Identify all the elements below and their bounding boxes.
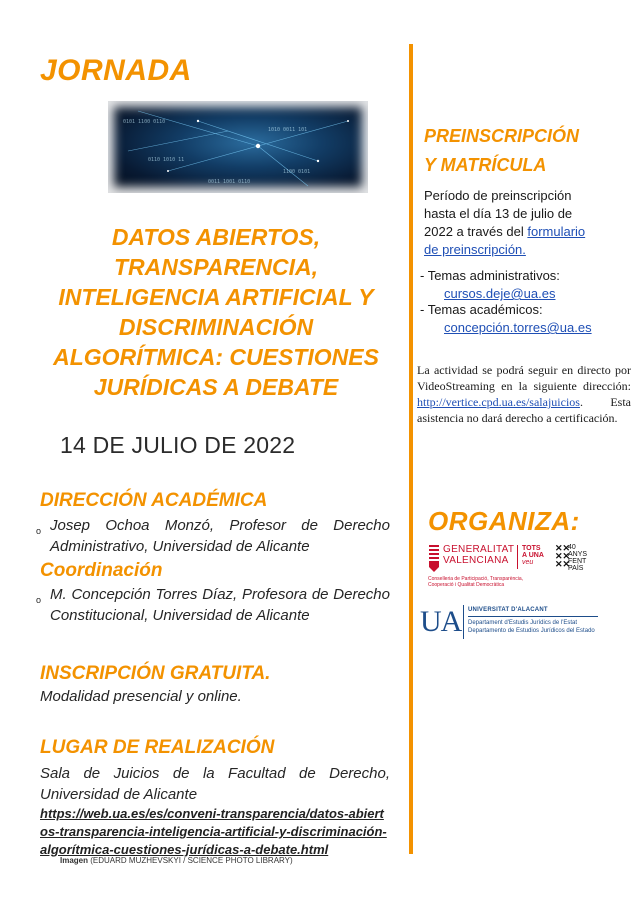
title-line: INTELIGENCIA ARTIFICIAL Y — [58, 284, 374, 310]
preinscripcion-body: Período de preinscripción hasta el día 13 de julio de 2022 a través del — [424, 188, 573, 239]
generalitat-logo — [428, 543, 608, 599]
lugar-text: Sala de Juicios de la Facultad de Derecho, Universidad de Alicante — [40, 765, 390, 803]
gv-separator — [517, 545, 518, 569]
direccion-item — [36, 515, 390, 557]
column-divider — [409, 44, 413, 854]
conselleria-name: Conselleria de Participació, Transparència, Cooperació i Qualitat Democràtica — [428, 576, 524, 588]
40-anys-text — [568, 544, 587, 572]
hero-image — [108, 101, 368, 193]
direccion-heading: DIRECCIÓN ACADÉMICA — [40, 490, 268, 511]
inscripcion-heading: INSCRIPCIÓN GRATUITA. — [40, 663, 271, 684]
preinscripcion-text — [424, 187, 594, 259]
generalitat-emblem-icon — [428, 543, 440, 573]
tema-academico-email[interactable]: concepción.torres@ua.es — [444, 320, 592, 335]
40-anys-icon: ✕✕ ✕✕ ✕✕ — [555, 543, 571, 569]
title-line: JURÍDICAS A DEBATE — [93, 374, 339, 400]
tema-administrativo-label: - Temas administrativos: — [420, 268, 560, 283]
svg-text:0011 1001 0110: 0011 1001 0110 — [208, 179, 251, 185]
svg-text:0110 1010 11: 0110 1010 11 — [148, 157, 185, 163]
ua-mark: UA — [420, 605, 462, 638]
credit-label: Imagen — [60, 856, 89, 865]
universitat-alacant-logo — [420, 605, 620, 641]
preinscripcion-heading-line: PREINSCRIPCIÓN — [424, 126, 580, 146]
coordinacion-item — [36, 584, 390, 626]
credit-source: (EDUARD MUZHEVSKYI / SCIENCE PHOTO LIBRARY) — [90, 856, 293, 865]
anys-line: 40 — [568, 544, 576, 551]
svg-text:1100 0101: 1100 0101 — [283, 169, 311, 175]
tots-line: A UNA — [522, 552, 544, 559]
lugar-heading: LUGAR DE REALIZACIÓN — [40, 737, 275, 758]
lugar-url-link[interactable]: https://web.ua.es/es/conveni-transparencia/datos-abiertos-transparencia-inteligencia-artificial-y-discriminación-algorítmica-cuestiones-jurídicas-a-debate.html — [40, 806, 387, 857]
organiza-heading: ORGANIZA: — [428, 506, 580, 536]
generalitat-name — [443, 544, 514, 566]
preinscripcion-heading — [424, 122, 579, 180]
coordinacion-heading: Coordinación — [40, 560, 163, 581]
event-type-label: JORNADA — [40, 54, 192, 87]
ua-department-valencian: Departament d'Estudis Jurídics de l'Estat — [468, 620, 578, 626]
streaming-info — [417, 362, 631, 426]
bullet-icon: o — [36, 526, 42, 536]
tots-line: veu — [522, 559, 534, 566]
data-network-image — [108, 101, 368, 193]
title-line: ALGORÍTMICA: CUESTIONES — [53, 344, 379, 370]
tots-line: TOTS — [522, 545, 541, 552]
svg-text:1010 0011 101: 1010 0011 101 — [268, 127, 308, 133]
tots-a-una-veu-mark — [522, 545, 544, 566]
direccion-text: Josep Ochoa Monzó, Profesor de Derecho Administrativo, Universidad de Alicante — [50, 517, 390, 555]
anys-line: FENT — [568, 558, 587, 565]
bullet-icon: o — [36, 595, 42, 605]
anys-line: PAÍS — [568, 565, 584, 572]
ua-separator — [463, 605, 464, 639]
coordinacion-text: M. Concepción Torres Díaz, Profesora de Derecho Constitucional, Universidad de Alicante — [50, 586, 390, 624]
anys-line: ANYS — [568, 551, 588, 558]
streaming-text: La actividad se podrá seguir en directo por VideoStreaming en la siguiente dirección: — [417, 363, 631, 393]
ua-name: UNIVERSITAT D'ALACANT — [468, 607, 548, 613]
streaming-link[interactable]: http://vertice.cpd.ua.es/salajuicios — [417, 395, 580, 409]
title-line: DISCRIMINACIÓN — [118, 314, 314, 340]
image-credit — [60, 856, 293, 865]
ua-department-spanish: Departamento de Estudios Jurídicos del Estado — [468, 628, 595, 634]
title-line: DATOS ABIERTOS, — [111, 224, 321, 250]
title-line: TRANSPARENCIA, — [113, 254, 319, 280]
formulario-link[interactable]: formulario de preinscripción. — [424, 224, 586, 257]
gv-name-line: VALENCIANA — [443, 555, 509, 566]
gv-name-line: GENERALITAT — [443, 544, 515, 555]
event-date: 14 DE JULIO DE 2022 — [60, 432, 296, 458]
svg-text:0101 1100 0110: 0101 1100 0110 — [123, 119, 166, 125]
ua-rule — [468, 616, 598, 617]
event-title — [36, 222, 396, 402]
streaming-text-after: . Esta asistencia no dará derecho a certificación. — [417, 395, 631, 425]
tema-academico-label: - Temas académicos: — [420, 302, 543, 317]
inscripcion-mode: Modalidad presencial y online. — [40, 688, 242, 705]
tema-administrativo-email[interactable]: cursos.deje@ua.es — [444, 286, 556, 301]
preinscripcion-heading-line: Y MATRÍCULA — [424, 155, 547, 175]
